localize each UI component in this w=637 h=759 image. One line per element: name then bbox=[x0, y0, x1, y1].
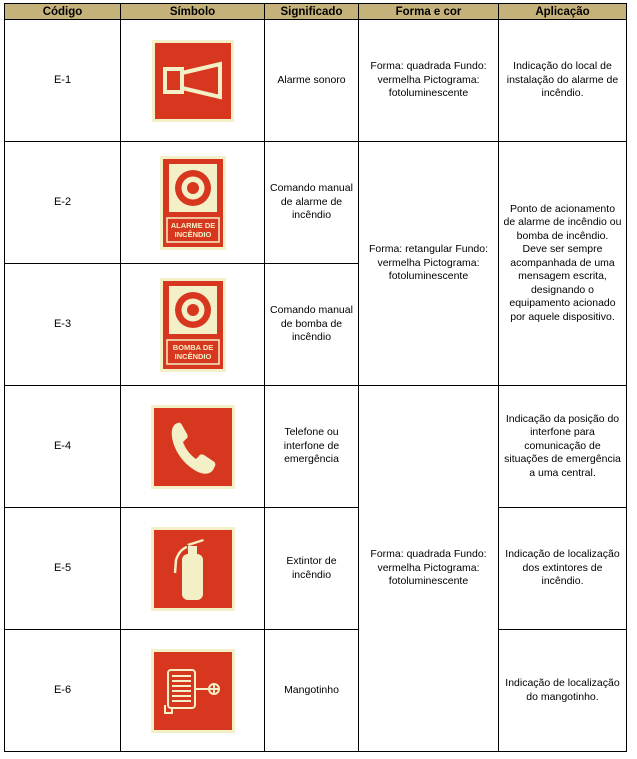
table-row bbox=[5, 142, 627, 264]
telephone-icon bbox=[151, 405, 235, 489]
fire-extinguisher-icon bbox=[151, 527, 235, 611]
table-row bbox=[5, 386, 627, 508]
row-symbol bbox=[121, 264, 265, 386]
row-symbol bbox=[121, 508, 265, 630]
row-meaning: Comando manual de bomba de incêndio bbox=[265, 264, 359, 386]
hose-reel-icon bbox=[151, 649, 235, 733]
header-row bbox=[5, 4, 627, 20]
row-symbol bbox=[121, 20, 265, 142]
row-meaning: Alarme sonoro bbox=[265, 20, 359, 142]
row-code: E-3 bbox=[5, 264, 121, 386]
alarm-horn-icon bbox=[152, 40, 234, 122]
fire-pump-button-icon bbox=[160, 278, 226, 372]
sign-text-line: ALARME DE bbox=[170, 220, 215, 230]
row-code: E-4 bbox=[5, 386, 121, 508]
table-row bbox=[5, 508, 627, 630]
row-symbol bbox=[121, 386, 265, 508]
form-cell: Forma: quadrada Fundo: vermelha Pictograma: fotoluminescente bbox=[359, 386, 499, 752]
sign-text-line: INCÊNDIO bbox=[174, 229, 211, 239]
header-application: Aplicação bbox=[499, 4, 627, 20]
row-code: E-5 bbox=[5, 508, 121, 630]
table-row bbox=[5, 20, 627, 142]
table-row bbox=[5, 630, 627, 752]
row-code: E-6 bbox=[5, 630, 121, 752]
application-cell: Indicação do local de instalação do alarme de incêndio. bbox=[499, 20, 627, 142]
row-symbol bbox=[121, 142, 265, 264]
header-symbol: Símbolo bbox=[121, 4, 265, 20]
row-meaning: Extintor de incêndio bbox=[265, 508, 359, 630]
row-code: E-1 bbox=[5, 20, 121, 142]
sign-text-line: BOMBA DE bbox=[172, 342, 213, 352]
row-code: E-2 bbox=[5, 142, 121, 264]
header-form: Forma e cor bbox=[359, 4, 499, 20]
sign-text-line: INCÊNDIO bbox=[174, 351, 211, 361]
form-cell: Forma: quadrada Fundo: vermelha Pictograma: fotoluminescente bbox=[359, 20, 499, 142]
row-meaning: Telefone ou interfone de emergência bbox=[265, 386, 359, 508]
application-cell: Indicação de localização do mangotinho. bbox=[499, 630, 627, 752]
fire-alarm-button-icon bbox=[160, 156, 226, 250]
signage-table bbox=[4, 3, 627, 752]
header-code: Código bbox=[5, 4, 121, 20]
form-cell: Forma: retangular Fundo: vermelha Pictograma: fotoluminescente bbox=[359, 142, 499, 386]
row-meaning: Comando manual de alarme de incêndio bbox=[265, 142, 359, 264]
header-meaning: Significado bbox=[265, 4, 359, 20]
row-symbol bbox=[121, 630, 265, 752]
row-meaning: Mangotinho bbox=[265, 630, 359, 752]
application-cell: Indicação da posição do interfone para comunicação de situações de emergência a uma central. bbox=[499, 386, 627, 508]
application-cell: Ponto de acionamento de alarme de incêndio ou bomba de incêndio. Deve ser sempre acompanhada de uma mensagem escrita, designando o equipamento acionado por aquele dispositivo. bbox=[499, 142, 627, 386]
application-cell: Indicação de localização dos extintores de incêndio. bbox=[499, 508, 627, 630]
